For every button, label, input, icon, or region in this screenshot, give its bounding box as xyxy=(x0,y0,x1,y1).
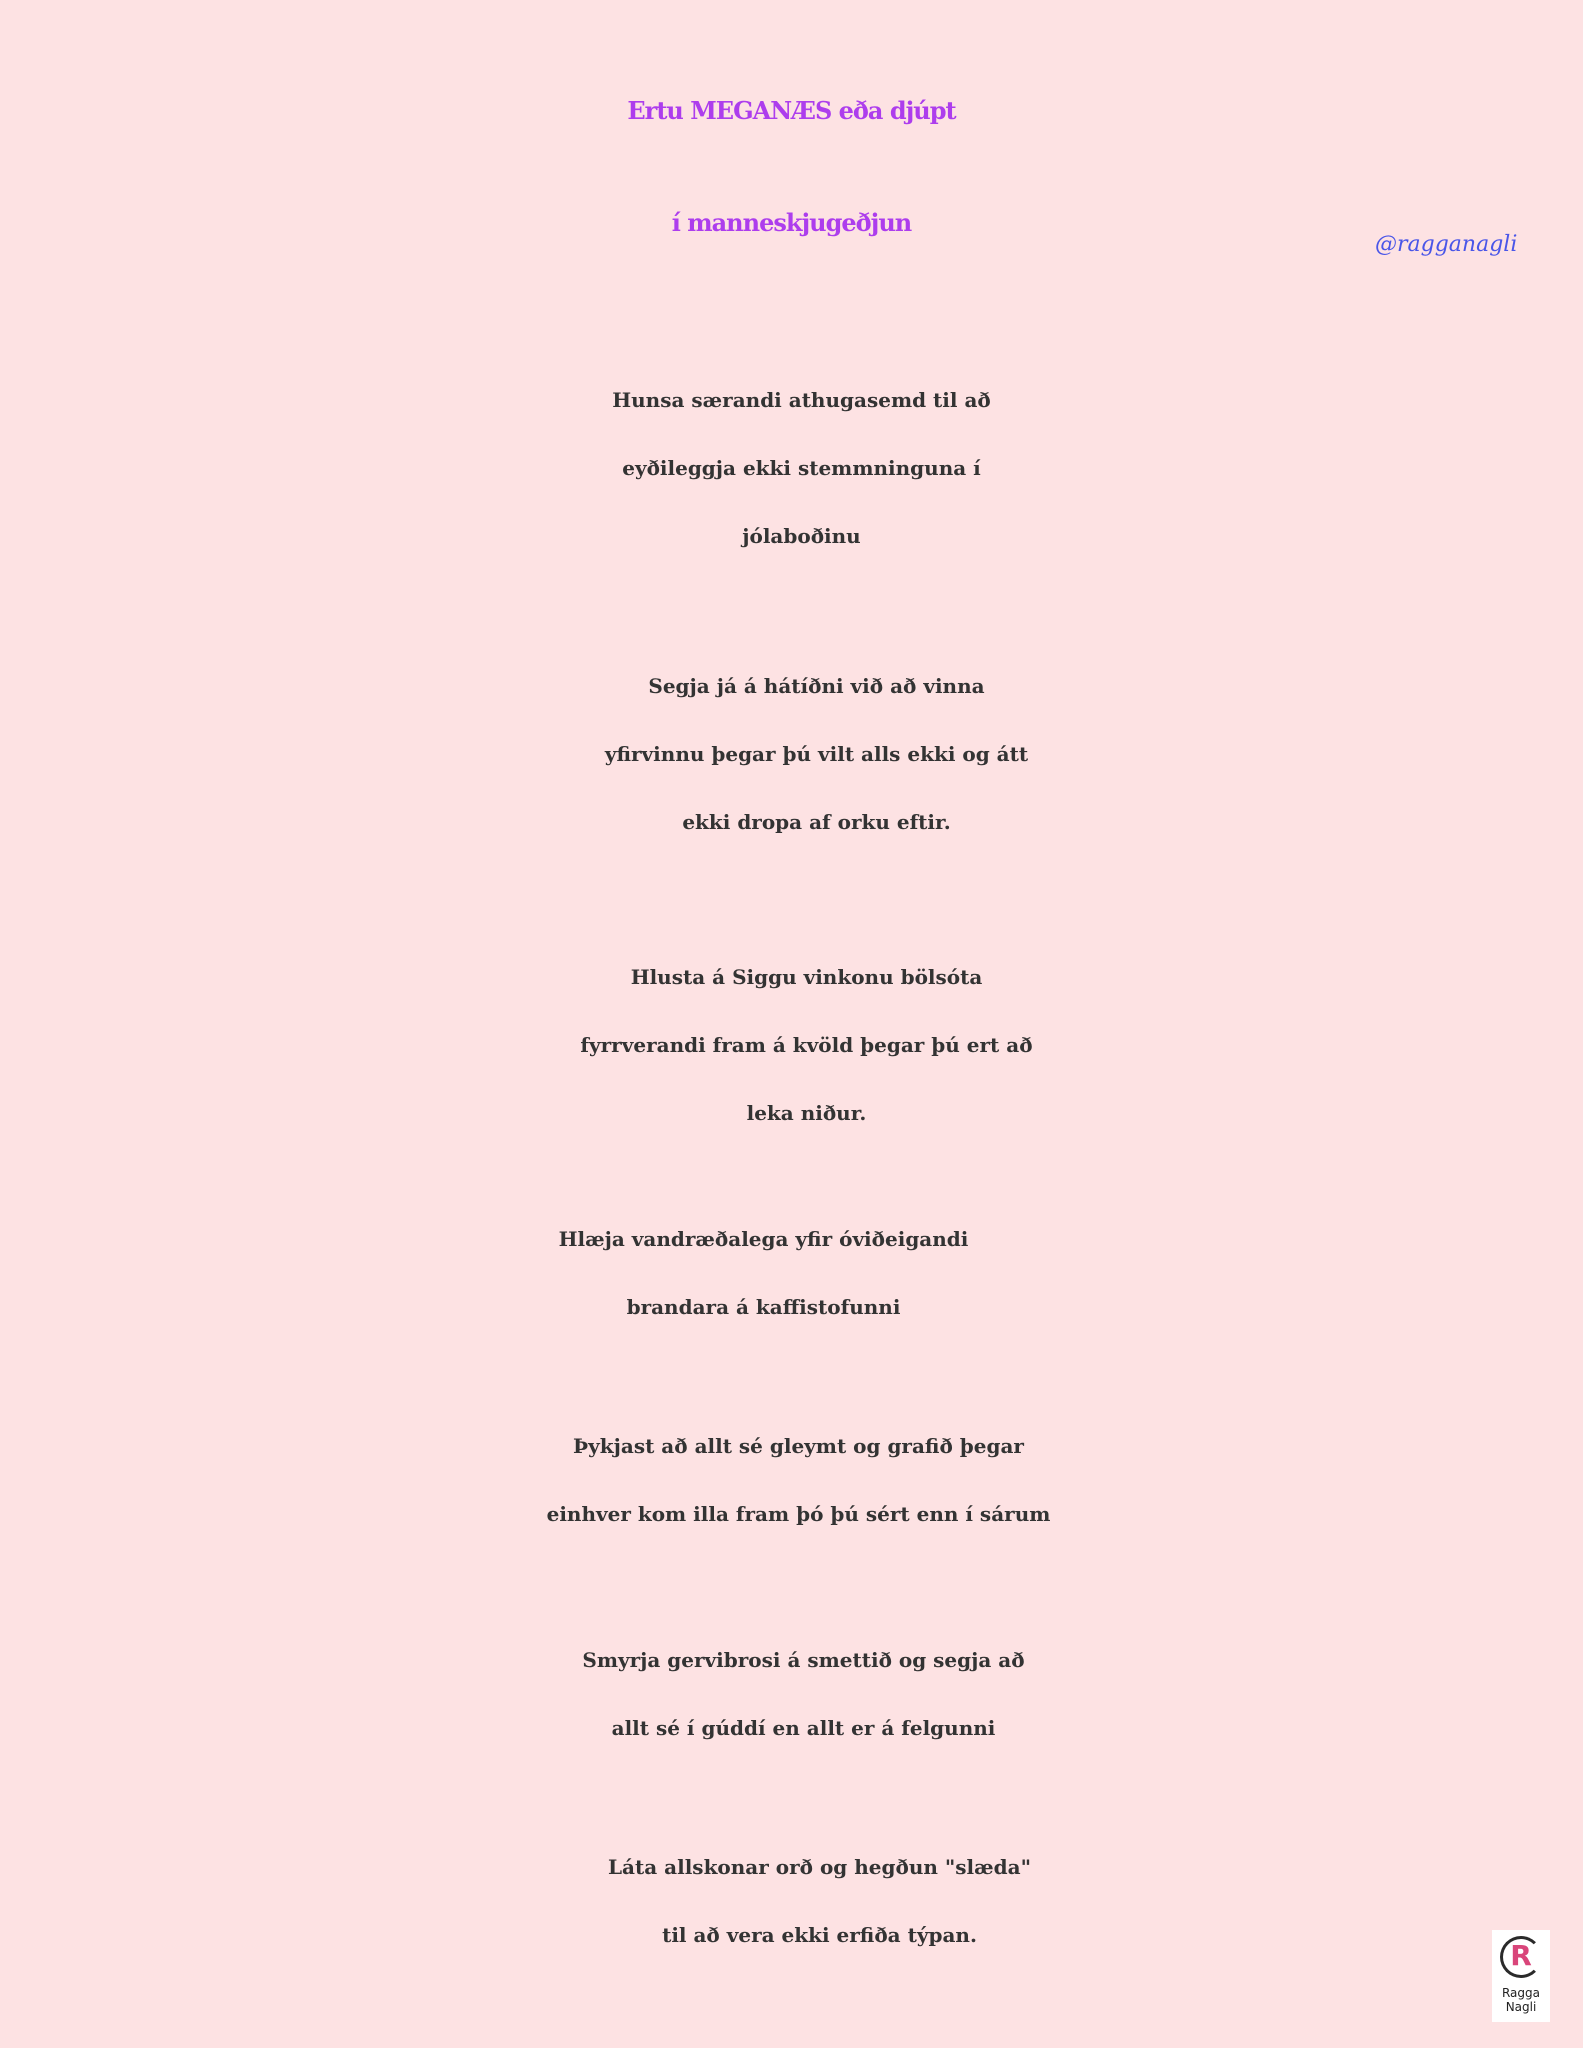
item-line: Þykjast að allt sé gleymt og grafið þegar xyxy=(573,1434,1024,1458)
item-line: fyrrverandi fram á kvöld þegar þú ert að xyxy=(580,1033,1033,1057)
logo-text-1: Ragga xyxy=(1501,1986,1540,2000)
item-line: leka niður. xyxy=(746,1101,867,1125)
item-line: Hlusta á Siggu vinkonu bölsóta xyxy=(630,965,983,989)
page-title xyxy=(0,55,1583,279)
list-item xyxy=(15,943,1583,1147)
list-item xyxy=(25,652,1583,856)
item-line: Hlæja vandræðalega yfir óviðeigandi xyxy=(558,1227,969,1251)
item-line: Hunsa særandi athugasemd til að xyxy=(612,388,991,412)
item-line: Smyrja gervibrosi á smettið og segja að xyxy=(582,1648,1025,1672)
item-line: eyðileggja ekki stemmninguna í xyxy=(622,456,981,480)
author-handle: @ragganagli xyxy=(1375,232,1518,257)
logo-letter: R xyxy=(1510,1939,1532,1972)
list-item xyxy=(0,1205,1555,1341)
item-line: til að vera ekki erfiða týpan. xyxy=(662,1923,977,1947)
item-line: brandara á kaffistofunni xyxy=(626,1295,901,1319)
title-line-2: í manneskjugeðjun xyxy=(671,208,912,237)
title-line-1: Ertu MEGANÆS eða djúpt xyxy=(627,96,956,125)
list-item xyxy=(7,1412,1583,1548)
item-line: jólaboðinu xyxy=(742,524,861,548)
item-line: einhver kom illa fram þó þú sért enn í sárum xyxy=(546,1502,1051,1526)
item-line: Láta allskonar orð og hegðun "slæda" xyxy=(607,1855,1032,1879)
brand-logo xyxy=(1492,1930,1550,2022)
item-line: allt sé í gúddí en allt er á felgunni xyxy=(611,1716,996,1740)
item-line: Segja já á hátíðni við að vinna xyxy=(648,674,985,698)
list-item xyxy=(10,366,1583,570)
logo-text-2: Nagli xyxy=(1505,2000,1537,2014)
item-line: yfirvinnu þegar þú vilt alls ekki og átt xyxy=(604,742,1029,766)
list-item xyxy=(28,1833,1583,1969)
item-line: ekki dropa af orku eftir. xyxy=(682,810,951,834)
list-item xyxy=(12,1626,1583,1762)
